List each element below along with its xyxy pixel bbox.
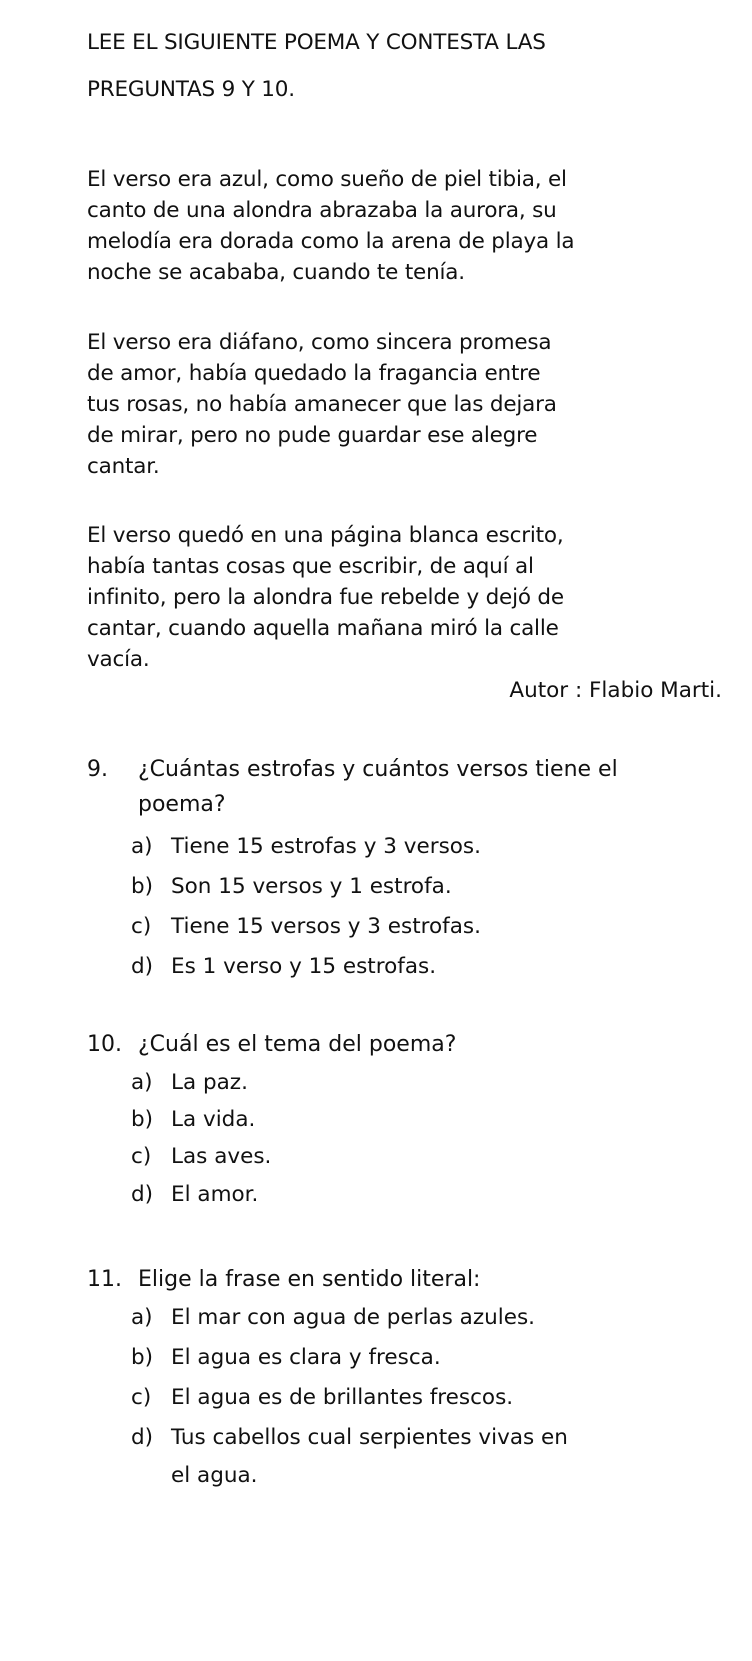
- option-text: Tus cabellos cual serpientes vivas en: [171, 1425, 568, 1450]
- option-text: La vida.: [171, 1107, 256, 1132]
- question-11-option-b[interactable]: [131, 1343, 441, 1373]
- question-10-option-a[interactable]: [131, 1068, 248, 1098]
- option-letter: b): [131, 874, 154, 899]
- poem-author: Autor : Flabio Marti.: [509, 678, 722, 703]
- option-text: Las aves.: [171, 1144, 272, 1169]
- poem-stanza-2-line-3: tus rosas, no había amanecer que las dejara: [87, 392, 557, 417]
- poem-stanza-3-line-4: cantar, cuando aquella mañana miró la calle: [87, 616, 559, 641]
- option-letter: b): [131, 1345, 154, 1370]
- poem-stanza-2-line-4: de mirar, pero no pude guardar ese alegre: [87, 423, 538, 448]
- question-11-option-c[interactable]: [131, 1383, 513, 1413]
- poem-stanza-2-line-5: cantar.: [87, 454, 160, 479]
- question-11-text: Elige la frase en sentido literal:: [138, 1267, 481, 1292]
- option-letter: c): [131, 914, 152, 939]
- option-letter: d): [131, 1425, 154, 1450]
- poem-stanza-3-line-1: El verso quedó en una página blanca escrito,: [87, 523, 564, 548]
- question-9-option-d[interactable]: [131, 952, 436, 982]
- option-letter: d): [131, 1182, 154, 1207]
- poem-stanza-1-line-1: El verso era azul, como sueño de piel tibia, el: [87, 167, 567, 192]
- question-9-number: 9.: [87, 757, 108, 782]
- poem-stanza-3-line-3: infinito, pero la alondra fue rebelde y dejó de: [87, 585, 564, 610]
- poem-stanza-3-line-5: vacía.: [87, 647, 150, 672]
- option-text: Son 15 versos y 1 estrofa.: [171, 874, 452, 899]
- poem-stanza-2-line-1: El verso era diáfano, como sincera promesa: [87, 330, 552, 355]
- question-10-number: 10.: [87, 1032, 122, 1057]
- option-letter: a): [131, 834, 153, 859]
- option-text: Tiene 15 estrofas y 3 versos.: [171, 834, 481, 859]
- poem-stanza-1-line-3: melodía era dorada como la arena de playa la: [87, 229, 575, 254]
- poem-stanza-1-line-2: canto de una alondra abrazaba la aurora, su: [87, 198, 557, 223]
- option-letter: a): [131, 1305, 153, 1330]
- option-text: El agua es de brillantes frescos.: [171, 1385, 514, 1410]
- option-text: La paz.: [171, 1070, 248, 1095]
- question-10-text: ¿Cuál es el tema del poema?: [138, 1032, 457, 1057]
- question-9-option-a[interactable]: [131, 832, 481, 862]
- option-letter: c): [131, 1144, 152, 1169]
- option-letter: a): [131, 1070, 153, 1095]
- question-9-text-line-2: poema?: [138, 792, 226, 817]
- question-9-option-c[interactable]: [131, 912, 481, 942]
- poem-stanza-2-line-2: de amor, había quedado la fragancia entre: [87, 361, 541, 386]
- instructions-line-2: PREGUNTAS 9 Y 10.: [87, 77, 295, 102]
- question-11-option-d[interactable]: [131, 1423, 568, 1453]
- question-10-option-d[interactable]: [131, 1180, 258, 1210]
- question-11-option-a[interactable]: [131, 1303, 535, 1333]
- poem-stanza-3-line-2: había tantas cosas que escribir, de aquí al: [87, 554, 534, 579]
- option-letter: d): [131, 954, 154, 979]
- option-letter: b): [131, 1107, 154, 1132]
- option-text: El agua es clara y fresca.: [171, 1345, 441, 1370]
- question-11-option-d-continuation: el agua.: [171, 1463, 258, 1488]
- option-text: Tiene 15 versos y 3 estrofas.: [171, 914, 481, 939]
- option-text: El amor.: [171, 1182, 259, 1207]
- question-10-option-c[interactable]: [131, 1142, 271, 1172]
- option-text: Es 1 verso y 15 estrofas.: [171, 954, 437, 979]
- question-9-text-line-1: ¿Cuántas estrofas y cuántos versos tiene el: [138, 757, 618, 782]
- question-9-option-b[interactable]: [131, 872, 452, 902]
- option-text: El mar con agua de perlas azules.: [171, 1305, 536, 1330]
- instructions-line-1: LEE EL SIGUIENTE POEMA Y CONTESTA LAS: [87, 30, 546, 55]
- question-10-option-b[interactable]: [131, 1105, 255, 1135]
- question-11-number: 11.: [87, 1267, 122, 1292]
- poem-stanza-1-line-4: noche se acababa, cuando te tenía.: [87, 260, 465, 285]
- option-letter: c): [131, 1385, 152, 1410]
